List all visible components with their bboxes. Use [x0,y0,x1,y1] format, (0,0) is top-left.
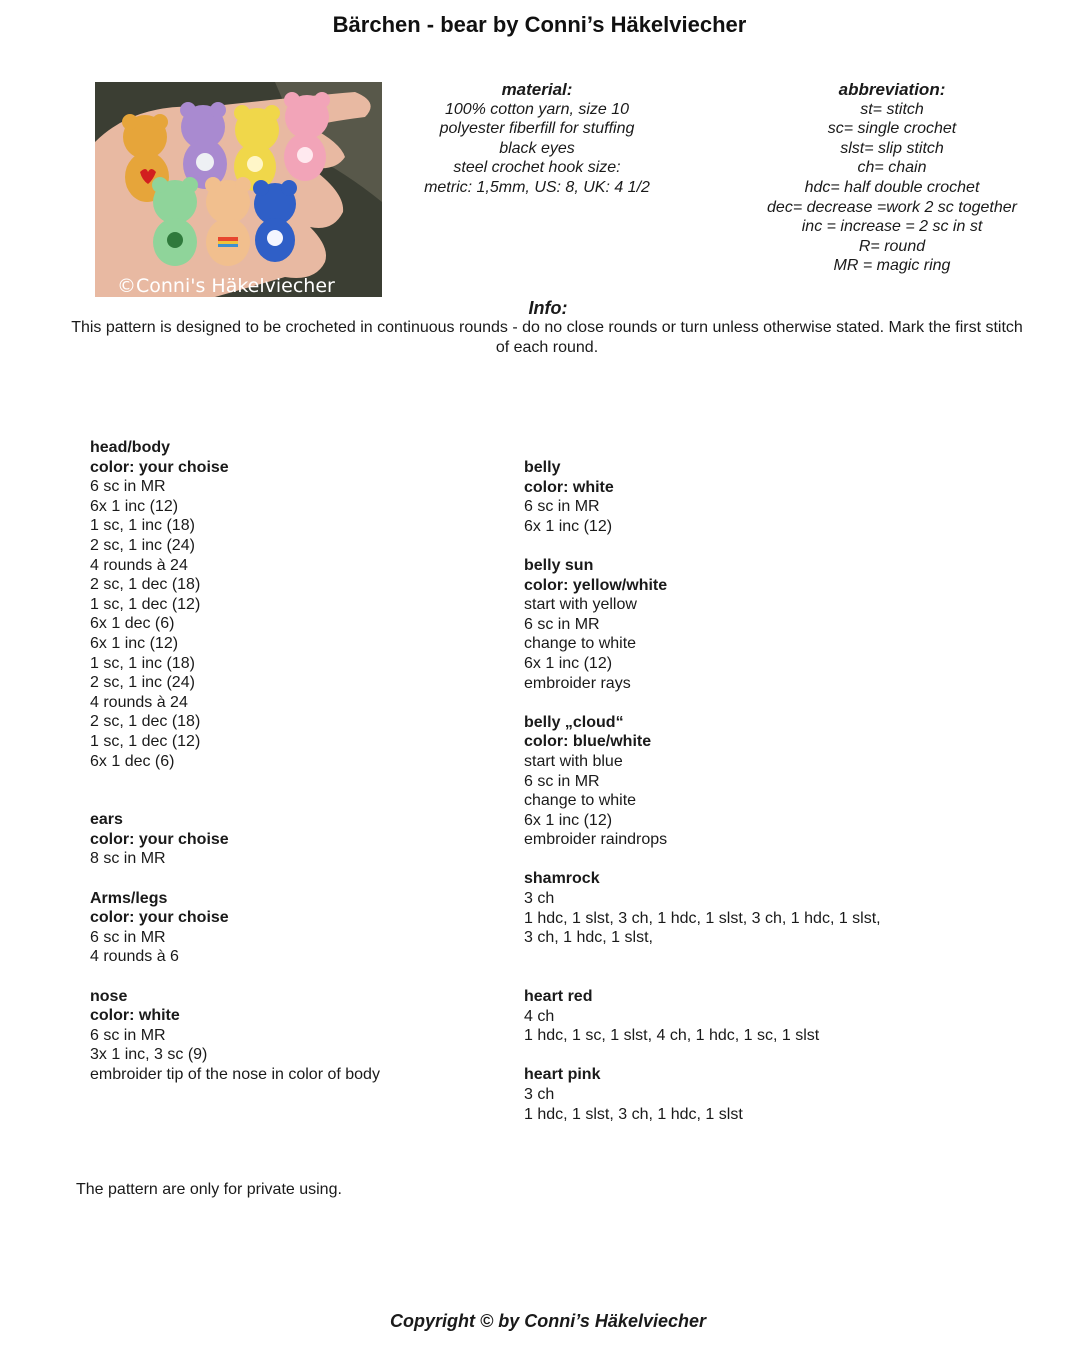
abbreviation-line: MR = magic ring [833,257,951,275]
step: 3 ch [524,1086,555,1103]
step: embroider raindrops [524,831,668,849]
abbreviation-line: slst= slip stitch [840,139,944,157]
step: 6 sc in MR [524,615,600,633]
step: 6 sc in MR [90,928,166,946]
abbreviation-line: hdc= half double crochet [804,178,980,196]
step: 4 rounds à 6 [90,948,179,966]
section-title: belly sun [524,556,594,574]
section-color: color: blue/white [524,733,652,751]
step: start with yellow [524,596,637,614]
photo-watermark: ©Conni's Häkelviecher [117,275,335,297]
left-column [90,438,380,1085]
material-line: black eyes [499,139,575,157]
right-column [524,458,881,1124]
section-color: color: your choise [90,909,229,927]
section-title: heart red [524,988,593,1006]
section-color: color: white [524,478,614,496]
step: embroider rays [524,674,631,692]
step: 2 sc, 1 inc (24) [90,674,195,692]
abbreviation-block [740,80,1044,276]
step: 6x 1 inc (12) [90,497,179,515]
step: 6x 1 inc (12) [90,634,179,652]
step: 1 hdc, 1 slst, 3 ch, 1 hdc, 1 slst [524,1105,743,1123]
step: 1 sc, 1 inc (18) [90,654,195,672]
footer-note: The pattern are only for private using. [76,1181,342,1198]
step: 3 ch, 1 hdc, 1 slst, [524,929,653,947]
section-color: color: yellow/white [524,576,668,594]
section-title: belly [524,459,561,476]
info-heading: Info: [528,298,568,318]
copyright: Copyright © by Conni’s Häkelviecher [389,1311,706,1331]
step: 8 sc in MR [90,850,166,868]
step: 2 sc, 1 dec (18) [90,576,201,594]
material-heading: material: [501,80,573,99]
abbreviation-line: dec= decrease =work 2 sc together [767,198,1017,216]
step: 6x 1 inc (12) [524,654,613,672]
abbreviation-heading: abbreviation: [838,80,946,99]
section-title: head/body [90,439,171,456]
section-title: heart pink [524,1066,601,1084]
step: 6x 1 inc (12) [524,811,613,829]
material-line: polyester fiberfill for stuffing [439,120,635,138]
step: 2 sc, 1 inc (24) [90,536,195,554]
step: start with blue [524,752,623,770]
page-title: Bärchen - bear by Conni’s Häkelviecher [332,12,747,37]
step: 1 sc, 1 dec (12) [90,595,201,613]
material-line: steel crochet hook size: [453,159,621,177]
step: 6 sc in MR [524,498,600,516]
abbreviation-line: inc = increase = 2 sc in st [801,218,983,236]
step: 2 sc, 1 dec (18) [90,713,201,731]
step: 6x 1 dec (6) [90,615,175,633]
bears-photo-illustration [95,82,382,297]
step: 4 ch [524,1007,555,1025]
section-color: color: white [90,1007,180,1025]
step: 1 sc, 1 inc (18) [90,517,195,535]
abbreviation-line: st= stitch [860,100,924,118]
step: 6x 1 dec (6) [90,752,175,770]
step: 1 hdc, 1 sc, 1 slst, 4 ch, 1 hdc, 1 sc, 1 slst [524,1027,820,1045]
section-title: ears [90,811,123,829]
section-title: shamrock [524,870,600,888]
section-color: color: your choise [90,458,229,476]
section-title: Arms/legs [90,889,168,907]
material-block [396,80,678,198]
info-text: This pattern is designed to be crocheted in continuous rounds - do no close rounds or turn unless otherwise stated. Mark the first stitch of each round. [71,319,1023,356]
step: 3x 1 inc, 3 sc (9) [90,1046,208,1064]
step: embroider tip of the nose in color of body [90,1066,380,1083]
step: 1 sc, 1 dec (12) [90,732,201,750]
abbreviation-line: ch= chain [857,159,927,177]
section-color: color: your choise [90,830,229,848]
abbreviation-line: sc= single crochet [827,120,957,138]
material-line: 100% cotton yarn, size 10 [444,100,630,118]
step: 1 hdc, 1 slst, 3 ch, 1 hdc, 1 slst, 3 ch, 1 hdc, 1 slst, [524,909,881,927]
step: 3 ch [524,890,555,908]
step: 6 sc in MR [524,772,600,790]
section-title: belly „cloud“ [524,713,624,731]
step: 4 rounds à 24 [90,556,188,574]
step: 6 sc in MR [90,1026,166,1044]
step: 4 rounds à 24 [90,693,188,711]
step: 6 sc in MR [90,478,166,496]
material-line: metric: 1,5mm, US: 8, UK: 4 1/2 [424,178,650,196]
step: change to white [524,792,637,810]
step: 6x 1 inc (12) [524,517,613,535]
abbreviation-line: R= round [858,237,926,255]
section-title: nose [90,987,128,1005]
bears-photo [95,82,382,297]
step: change to white [524,635,637,653]
